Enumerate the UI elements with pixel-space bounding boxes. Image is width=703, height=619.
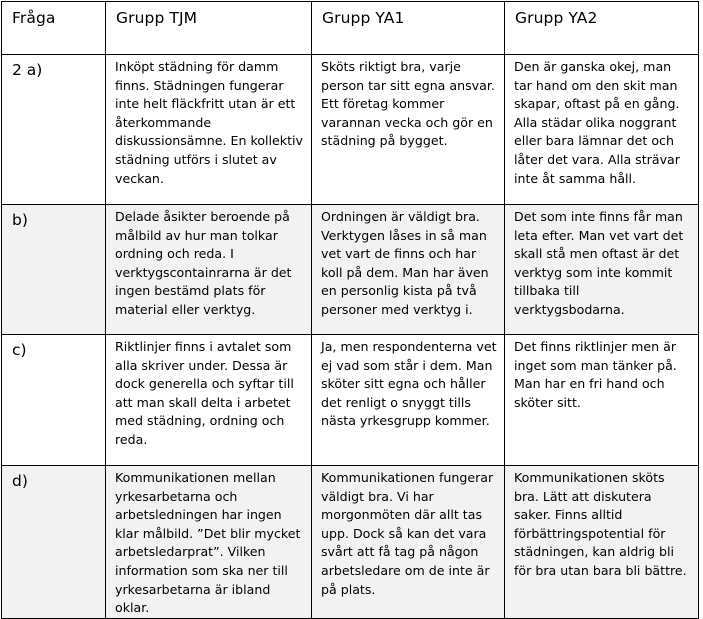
- table-row: [2, 466, 699, 619]
- answer-text: Kommunikationen sköts bra. Lätt att diskutera saker. Finns alltid förbättringspotential för städningen, kan aldrig bli för bra utan bara bli bättre.: [514, 470, 687, 578]
- interview-table: [1, 1, 699, 619]
- header-question-label: Fråga: [12, 9, 56, 27]
- answer-text: Det finns riktlinjer men är inget som man tänker på. Man har en fri hand och sköter sitt.: [514, 339, 677, 410]
- answer-cell-ya2: [505, 205, 699, 335]
- table-row: [2, 55, 699, 205]
- answer-text: Sköts riktigt bra, varje person tar sitt egna ansvar. Ett företag kommer varannan vecka och gör en städning på bygget.: [321, 59, 495, 149]
- answer-cell-ya1: [312, 205, 505, 335]
- answer-cell-ya2: [505, 55, 699, 205]
- answer-text: Delade åsikter beroende på målbild av hur man tolkar ordning och reda. I verktygscontainrarna är det ingen bestämd plats för material eller verktyg.: [115, 209, 292, 317]
- answer-text: Kommunikationen mellan yrkesarbetarna och arbetsledningen har ingen klar målbild. ”Det blir mycket arbetsledarprat”. Vilken information som ska ner till yrkesarbetarna är ibland oklar.: [115, 470, 301, 616]
- header-ya2-label: Grupp YA2: [515, 9, 598, 27]
- header-tjm-label: Grupp TJM: [116, 9, 198, 27]
- answer-cell-ya1: [312, 466, 505, 619]
- answer-text: Inköpt städning för damm finns. Städningen fungerar inte helt fläckfritt utan är ett återkommande diskussionsämne. En kollektiv städning utförs i slutet av veckan.: [115, 59, 303, 186]
- answer-cell-ya1: [312, 55, 505, 205]
- question-cell: [2, 205, 106, 335]
- header-ya1-label: Grupp YA1: [322, 9, 405, 27]
- answer-text: Det som inte finns får man leta efter. Man vet vart det skall stå men oftast är det verktyg som inte kommit tillbaka till verktygsbodarna.: [514, 209, 684, 317]
- answer-text: Ja, men respondenterna vet ej vad som står i dem. Man sköter sitt egna och håller det renligt o snyggt tills nästa yrkesgrupp kommer.: [321, 339, 497, 429]
- question-label: b): [12, 211, 28, 229]
- answer-cell-tjm: [106, 335, 312, 466]
- answer-text: Den är ganska okej, man tar hand om den skit man skapar, oftast på en gång. Alla städar olika noggrant eller bara lämnar det och låter det vara. Alla strävar inte åt samma håll.: [514, 59, 680, 186]
- answer-cell-ya1: [312, 335, 505, 466]
- answer-text: Riktlinjer finns i avtalet som alla skriver under. Dessa är dock generella och syftar till att man skall delta i arbetet med städning, ordning och reda.: [115, 339, 294, 447]
- table-row: [2, 335, 699, 466]
- answer-cell-ya2: [505, 335, 699, 466]
- header-cell-tjm: [106, 2, 312, 55]
- question-label: c): [12, 341, 27, 359]
- question-cell: [2, 466, 106, 619]
- answer-cell-tjm: [106, 55, 312, 205]
- header-cell-question: [2, 2, 106, 55]
- answer-text: Kommunikationen fungerar väldigt bra. Vi har morgonmöten där allt tas upp. Dock så kan det vara svårt att få tag på någon arbetsledare om de inte är på plats.: [321, 470, 494, 597]
- header-cell-ya1: [312, 2, 505, 55]
- answer-cell-tjm: [106, 205, 312, 335]
- header-cell-ya2: [505, 2, 699, 55]
- table-row: [2, 205, 699, 335]
- header-row: [2, 2, 699, 55]
- question-label: d): [12, 472, 28, 490]
- answer-cell-ya2: [505, 466, 699, 619]
- question-cell: [2, 55, 106, 205]
- question-label: 2 a): [12, 61, 43, 79]
- question-cell: [2, 335, 106, 466]
- answer-text: Ordningen är väldigt bra. Verktygen låses in så man vet vart de finns och har koll på dem. Man har även en personlig kista på två personer med verktyg i.: [321, 209, 489, 317]
- answer-cell-tjm: [106, 466, 312, 619]
